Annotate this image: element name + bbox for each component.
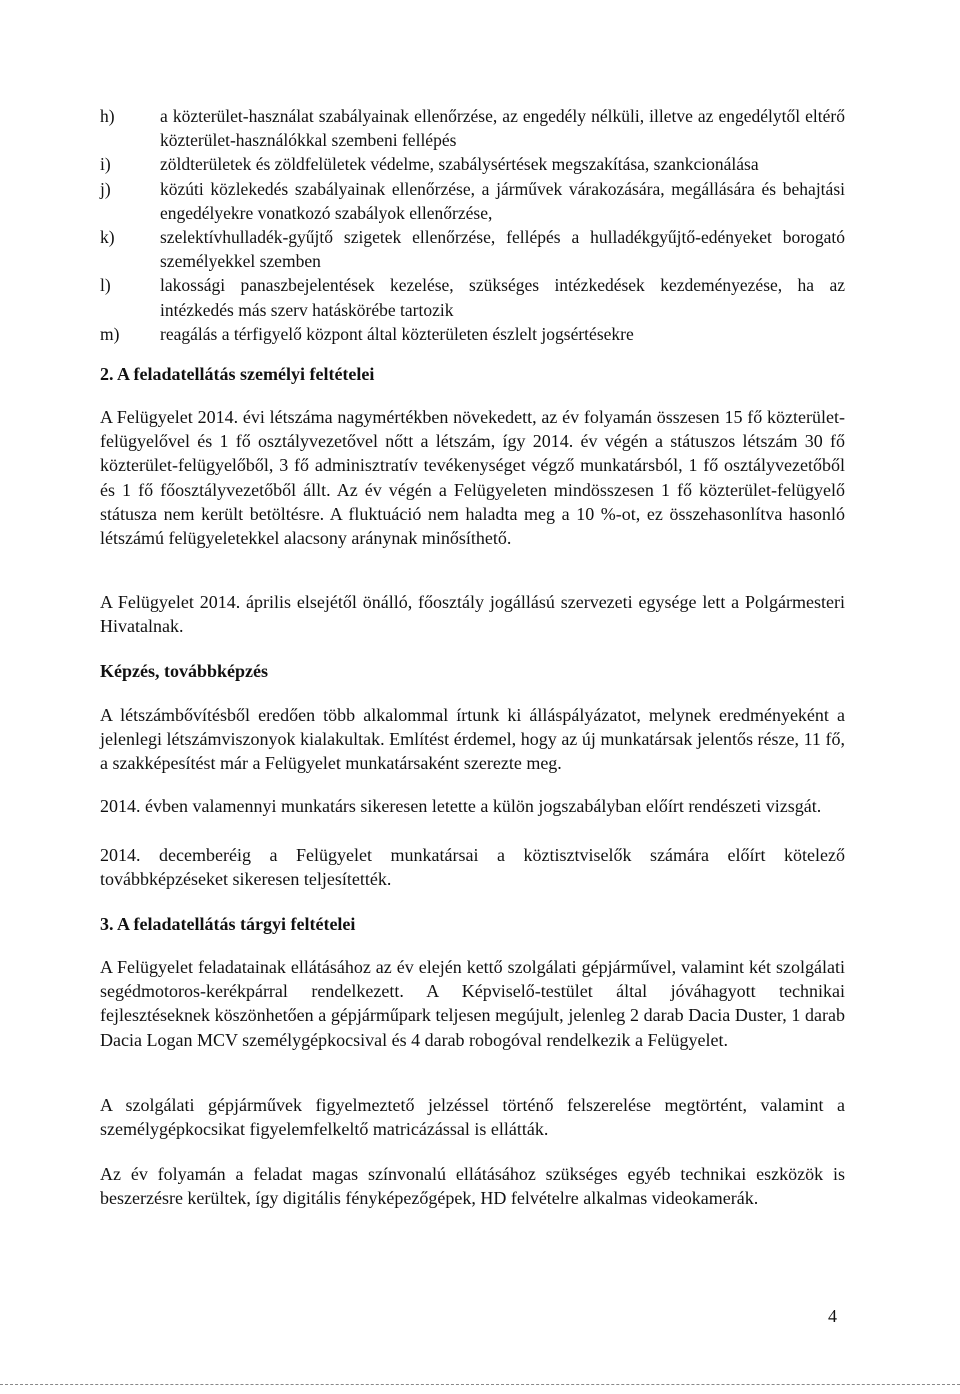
training-heading: Képzés, továbbképzés: [100, 661, 268, 681]
list-item-text: zöldterületek és zöldfelületek védelme, szabálysértések megszakítása, szankcionálása: [160, 154, 759, 175]
training-paragraph-1: A létszámbővítésből eredően több alkalommal írtunk ki álláspályázatot, melynek eredményeként a jelenlegi létszámviszonyok kialakultak. Említést érdemel, hogy az új munkatársak jelentős része, 11 fő, a szakképesítést már a Felügyelet munkatársaként szerezte meg.: [100, 705, 845, 774]
list-item-text: a közterület-használat szabályainak ellenőrzése, az engedély nélküli, illetve az engedélytől eltérő közterület-használókkal szembeni fellépés: [160, 106, 845, 151]
list-marker: i): [100, 154, 111, 175]
list-item-text: szelektívhulladék-gyűjtő szigetek ellenőrzése, fellépés a hulladékgyűjtő-edényeket borogató személyekkel szemben: [160, 227, 845, 272]
training-paragraph-3: 2014. decemberéig a Felügyelet munkatársai a köztisztviselők számára előírt kötelező továbbképzéseket sikeresen teljesítették.: [100, 845, 845, 890]
list-item: [100, 152, 845, 176]
list-item-text: közúti közlekedés szabályainak ellenőrzése, a járművek várakozására, megállására és behajtási engedélyekre vonatkozó szabályok ellenőrzése,: [160, 178, 845, 223]
section2-paragraph-2: A Felügyelet 2014. április elsejétől önálló, főosztály jogállású szervezeti egysége lett a Polgármesteri Hivatalnak.: [100, 592, 845, 637]
section3-heading: 3. A feladatellátás tárgyi feltételei: [100, 914, 356, 934]
list-item: [100, 104, 845, 152]
training-paragraph-2: 2014. évben valamennyi munkatárs sikeresen letette a külön jogszabályban előírt rendészeti vizsgát.: [100, 796, 822, 816]
list-marker: m): [100, 323, 120, 344]
section2-heading: 2. A feladatellátás személyi feltételei: [100, 364, 375, 384]
list-item: [100, 322, 845, 346]
task-list: [100, 104, 845, 346]
scan-edge-line: [0, 1384, 960, 1385]
list-marker: h): [100, 106, 115, 126]
list-item: [100, 177, 845, 225]
section2-paragraph-1: A Felügyelet 2014. évi létszáma nagymértékben növekedett, az év folyamán összesen 15 fő közterület-felügyelővel és 1 fő osztályvezetővel nőtt a létszám, így 2014. év végén a státuszos létszám 30 fő közterület-felügyelőből, 3 fő adminisztratív tevékenységet végző munkatársból, 1 fő osztályvezetőből és 1 fő főosztályvezetőből állt. Az év végén a Felügyeleten mindösszesen 1 fő közterület-felügyelő státusza nem került betöltésre. A fluktuáció nem haladta meg a 10 %-ot, ez összehasonlítva hasonló létszámú felügyeletekkel alacsony aránynak minősíthető.: [100, 407, 845, 549]
list-item-text: lakossági panaszbejelentések kezelése, szükséges intézkedések kezdeményezése, ha az intézkedés más szerv hatáskörébe tartozik: [160, 275, 845, 320]
list-marker: j): [100, 178, 111, 199]
list-marker: l): [100, 275, 111, 296]
page-number: 4: [828, 1306, 837, 1326]
section3-paragraph-3: Az év folyamán a feladat magas színvonalú ellátásához szükséges egyéb technikai eszközök is beszerzésre kerültek, így digitális fényképezőgépek, HD felvételre alkalmas videokamerák.: [100, 1164, 845, 1209]
list-item: [100, 225, 845, 273]
section3-paragraph-2: A szolgálati gépjárművek figyelmeztető jelzéssel történő felszerelése megtörtént, valamint a személygépkocsikat figyelemfelkeltő matricázással is ellátták.: [100, 1095, 845, 1140]
section3-paragraph-1: A Felügyelet feladatainak ellátásához az év elején kettő szolgálati gépjárművel, valamint két szolgálati segédmotoros-kerékpárral rendelkezett. A Képviselő-testület által jóváhagyott technikai fejlesztéseknek köszönhetően a gépjárműpark teljesen megújult, jelenleg 2 darab Dacia Duster, 1 darab Dacia Logan MCV személygépkocsival és 4 darab robogóval rendelkezik a Felügyelet.: [100, 957, 845, 1050]
list-marker: k): [100, 227, 115, 248]
list-item: [100, 273, 845, 321]
list-item-text: reagálás a térfigyelő központ által közterületen észlelt jogsértésekre: [160, 323, 634, 344]
